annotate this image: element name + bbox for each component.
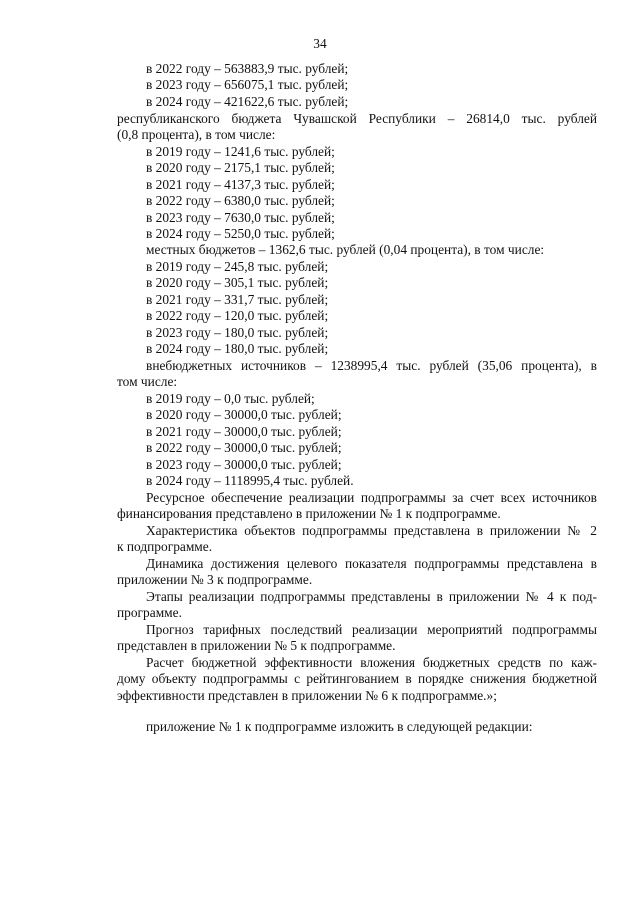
text-line: дому объекту подпрограммы с рейтингованием в порядке снижения бюджетной [117,671,597,686]
text-line: в 2024 году – 1118995,4 тыс. рублей. [146,473,354,488]
text-line: (0,8 процента), в том числе: [117,127,276,142]
text-line: Динамика достижения целевого показателя подпрограммы представлена в [146,556,597,571]
text-line: местных бюджетов – 1362,6 тыс. рублей (0,04 процента), в том числе: [146,242,545,257]
text-line: к подпрограмме. [117,539,213,554]
text-line: представлен в приложении № 5 к подпрограмме. [117,638,396,653]
text-line: в 2021 году – 331,7 тыс. рублей; [146,292,329,307]
text-line: в 2021 году – 30000,0 тыс. рублей; [146,424,342,439]
text-line: финансирования представлено в приложении № 1 к подпрограмме. [117,506,501,521]
text-line: в 2019 году – 1241,6 тыс. рублей; [146,144,335,159]
text-line: том числе: [117,374,178,389]
text-line: приложении № 3 к подпрограмме. [117,572,313,587]
text-line: в 2022 году – 563883,9 тыс. рублей; [146,61,349,76]
text-line: Этапы реализации подпрограммы представлены в приложении № 4 к под- [146,589,597,604]
text-line: Прогноз тарифных последствий реализации мероприятий подпрограммы [146,622,597,637]
text-line: в 2020 году – 305,1 тыс. рублей; [146,275,329,290]
text-line: в 2019 году – 0,0 тыс. рублей; [146,391,315,406]
text-line: в 2024 году – 421622,6 тыс. рублей; [146,94,349,109]
text-line: в 2024 году – 5250,0 тыс. рублей; [146,226,335,241]
page-number: 34 [313,36,327,51]
text-line: внебюджетных источников – 1238995,4 тыс. рублей (35,06 процента), в [146,358,597,373]
text-line: в 2023 году – 656075,1 тыс. рублей; [146,77,349,92]
text-line: в 2022 году – 30000,0 тыс. рублей; [146,440,342,455]
text-line: Характеристика объектов подпрограммы представлена в приложении № 2 [146,523,597,538]
text-line: в 2024 году – 180,0 тыс. рублей; [146,341,329,356]
text-line: в 2020 году – 2175,1 тыс. рублей; [146,160,335,175]
text-line: в 2023 году – 180,0 тыс. рублей; [146,325,329,340]
text-line: республиканского бюджета Чувашской Республики – 26814,0 тыс. рублей [117,111,597,126]
text-line: в 2021 году – 4137,3 тыс. рублей; [146,177,335,192]
text-line: в 2023 году – 30000,0 тыс. рублей; [146,457,342,472]
text-line: Расчет бюджетной эффективности вложения бюджетных средств по каж- [146,655,597,670]
text-line: в 2019 году – 245,8 тыс. рублей; [146,259,329,274]
text-line: в 2020 году – 30000,0 тыс. рублей; [146,407,342,422]
text-line: программе. [117,605,182,620]
text-line: Ресурсное обеспечение реализации подпрограммы за счет всех источников [146,490,597,505]
text-line: в 2022 году – 120,0 тыс. рублей; [146,308,329,323]
text-line: эффективности представлен в приложении № 6 к подпрограмме.»; [117,688,497,703]
text-line: приложение № 1 к подпрограмме изложить в следующей редакции: [146,719,533,734]
text-line: в 2023 году – 7630,0 тыс. рублей; [146,210,335,225]
text-line: в 2022 году – 6380,0 тыс. рублей; [146,193,335,208]
